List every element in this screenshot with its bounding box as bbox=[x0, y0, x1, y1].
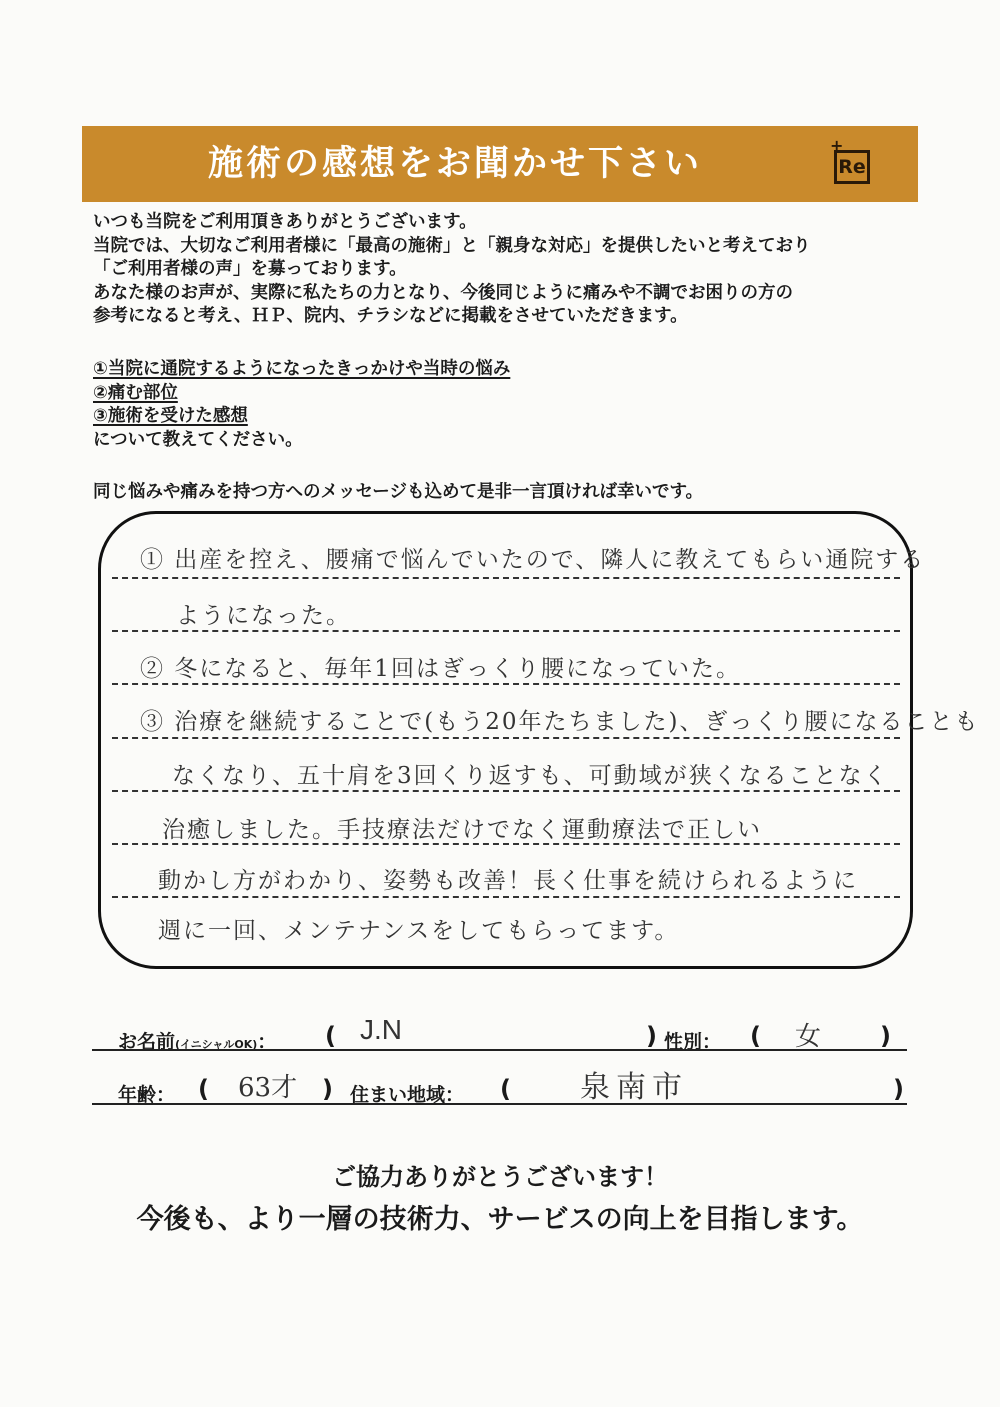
form-title: 施術の感想をお聞かせ下さい bbox=[207, 144, 702, 184]
ruled-line bbox=[112, 577, 900, 579]
name-value[interactable]: J.N bbox=[360, 1014, 402, 1045]
closing-message: 今後も、より一層の技術力、サービスの向上を目指します。 bbox=[136, 1204, 864, 1235]
intro-text bbox=[93, 211, 933, 329]
intro-line: 「ご利用者様の声」を募っております。 bbox=[93, 259, 407, 279]
questions-list bbox=[93, 358, 933, 452]
age-underline bbox=[92, 1103, 907, 1105]
ruled-line bbox=[112, 630, 900, 632]
answer-line: 治癒しました。手技療法だけでなく運動療法で正しい bbox=[162, 817, 762, 843]
message-request: 同じ悩みや痛みを持つ方へのメッセージも込めて是非一言頂ければ幸いです。 bbox=[93, 482, 704, 502]
thanks-message: ご協力ありがとうございます！ bbox=[332, 1163, 668, 1191]
age-value[interactable]: 63才 bbox=[238, 1073, 298, 1103]
answer-line: ② 冬になると、毎年1回はぎっくり腰になっていた。 bbox=[140, 656, 741, 682]
answer-line: 週に一回、メンテナンスをしてもらってます。 bbox=[158, 918, 680, 944]
answer-line: なくなり、五十肩を3回くり返すも、可動域が狭くなることなく bbox=[172, 763, 889, 789]
answer-line: 動かし方がわかり、姿勢も改善！長く仕事を続けられるように bbox=[158, 868, 858, 894]
feedback-form-page: 施術の感想をお聞かせ下さい + Re いつも当院をご利用頂きありがとうございます。 当院では、大切なご利用者様に「最高の施術」と「親身な対応」を提供したいと考えており 「ご利用者様の声」を募っております。 あなた様のお声が、実際に私たちの力となり、今後同じように痛みや不調でお困りの方の 参考になると考え、ＨＰ、院内、チラシなどに掲載をさせていただきます。 ①当院に通院するようになったきっかけや当時の悩み ②痛む部位 ③施術を受けた感想 について教えてください。 同じ悩みや痛みを持つ方へのメッセージも込めて是非一言頂ければ幸いです。 ① 出産を控え、腰痛で悩んでいたので、隣人に教えてもらい通院する ようになった。 ② 冬になると、毎年1回はぎっくり腰になっていた。 ③ 治療を継続することで(もう20年たちました)、ぎっくり腰になることも なくなり、五十肩を3回くり返すも、可動域が狭くなることなく 治癒しました。手技療法だけでなく運動療法で正しい 動かし方がわかり、姿勢も改善！長く仕事を続けられるように 週に一回、メンテナンスをしてもらってます。 お名前(イニシャルOK)： ( J.N ) 性別： ( 女 ) 年齢： ( 63才 ) 住まい地域： ( 泉南市 ) ご協力ありがとうございます！ 今後も、より一層の技術力、サービスの向上を目指します。 bbox=[0, 0, 1000, 1407]
question-2: ②痛む部位 bbox=[93, 382, 178, 403]
ruled-line bbox=[112, 737, 900, 739]
area-value[interactable]: 泉南市 bbox=[580, 1070, 688, 1105]
age-label: 年齢： bbox=[118, 1084, 176, 1106]
name-underline bbox=[92, 1049, 907, 1051]
answer-line: ① 出産を控え、腰痛で悩んでいたので、隣人に教えてもらい通院する bbox=[140, 547, 926, 573]
name-label: お名前(イニシャルOK)： bbox=[118, 1031, 277, 1053]
answer-line: ようになった。 bbox=[176, 603, 351, 629]
gender-value[interactable]: 女 bbox=[795, 1022, 822, 1052]
gender-label: 性別： bbox=[664, 1031, 722, 1053]
intro-line: 参考になると考え、ＨＰ、院内、チラシなどに掲載をさせていただきます。 bbox=[93, 306, 688, 326]
intro-line: いつも当院をご利用頂きありがとうございます。 bbox=[93, 212, 477, 232]
header-banner bbox=[82, 126, 918, 202]
area-label: 住まい地域： bbox=[350, 1084, 465, 1106]
answer-line: ③ 治療を継続することで(もう20年たちました)、ぎっくり腰になることも bbox=[140, 709, 980, 735]
ruled-line bbox=[112, 896, 900, 898]
question-3: ③施術を受けた感想 bbox=[93, 406, 248, 426]
ruled-line bbox=[112, 683, 900, 685]
clinic-logo-icon: + Re bbox=[834, 144, 874, 184]
intro-line: 当院では、大切なご利用者様に「最高の施術」と「親身な対応」を提供したいと考えており bbox=[93, 235, 811, 256]
answer-box[interactable] bbox=[98, 511, 913, 969]
intro-line: あなた様のお声が、実際に私たちの力となり、今後同じように痛みや不調でお困りの方の bbox=[93, 282, 793, 303]
question-1: ①当院に通院するようになったきっかけや当時の悩み bbox=[93, 359, 511, 379]
questions-closing: について教えてください。 bbox=[93, 429, 303, 450]
ruled-line bbox=[112, 790, 900, 792]
